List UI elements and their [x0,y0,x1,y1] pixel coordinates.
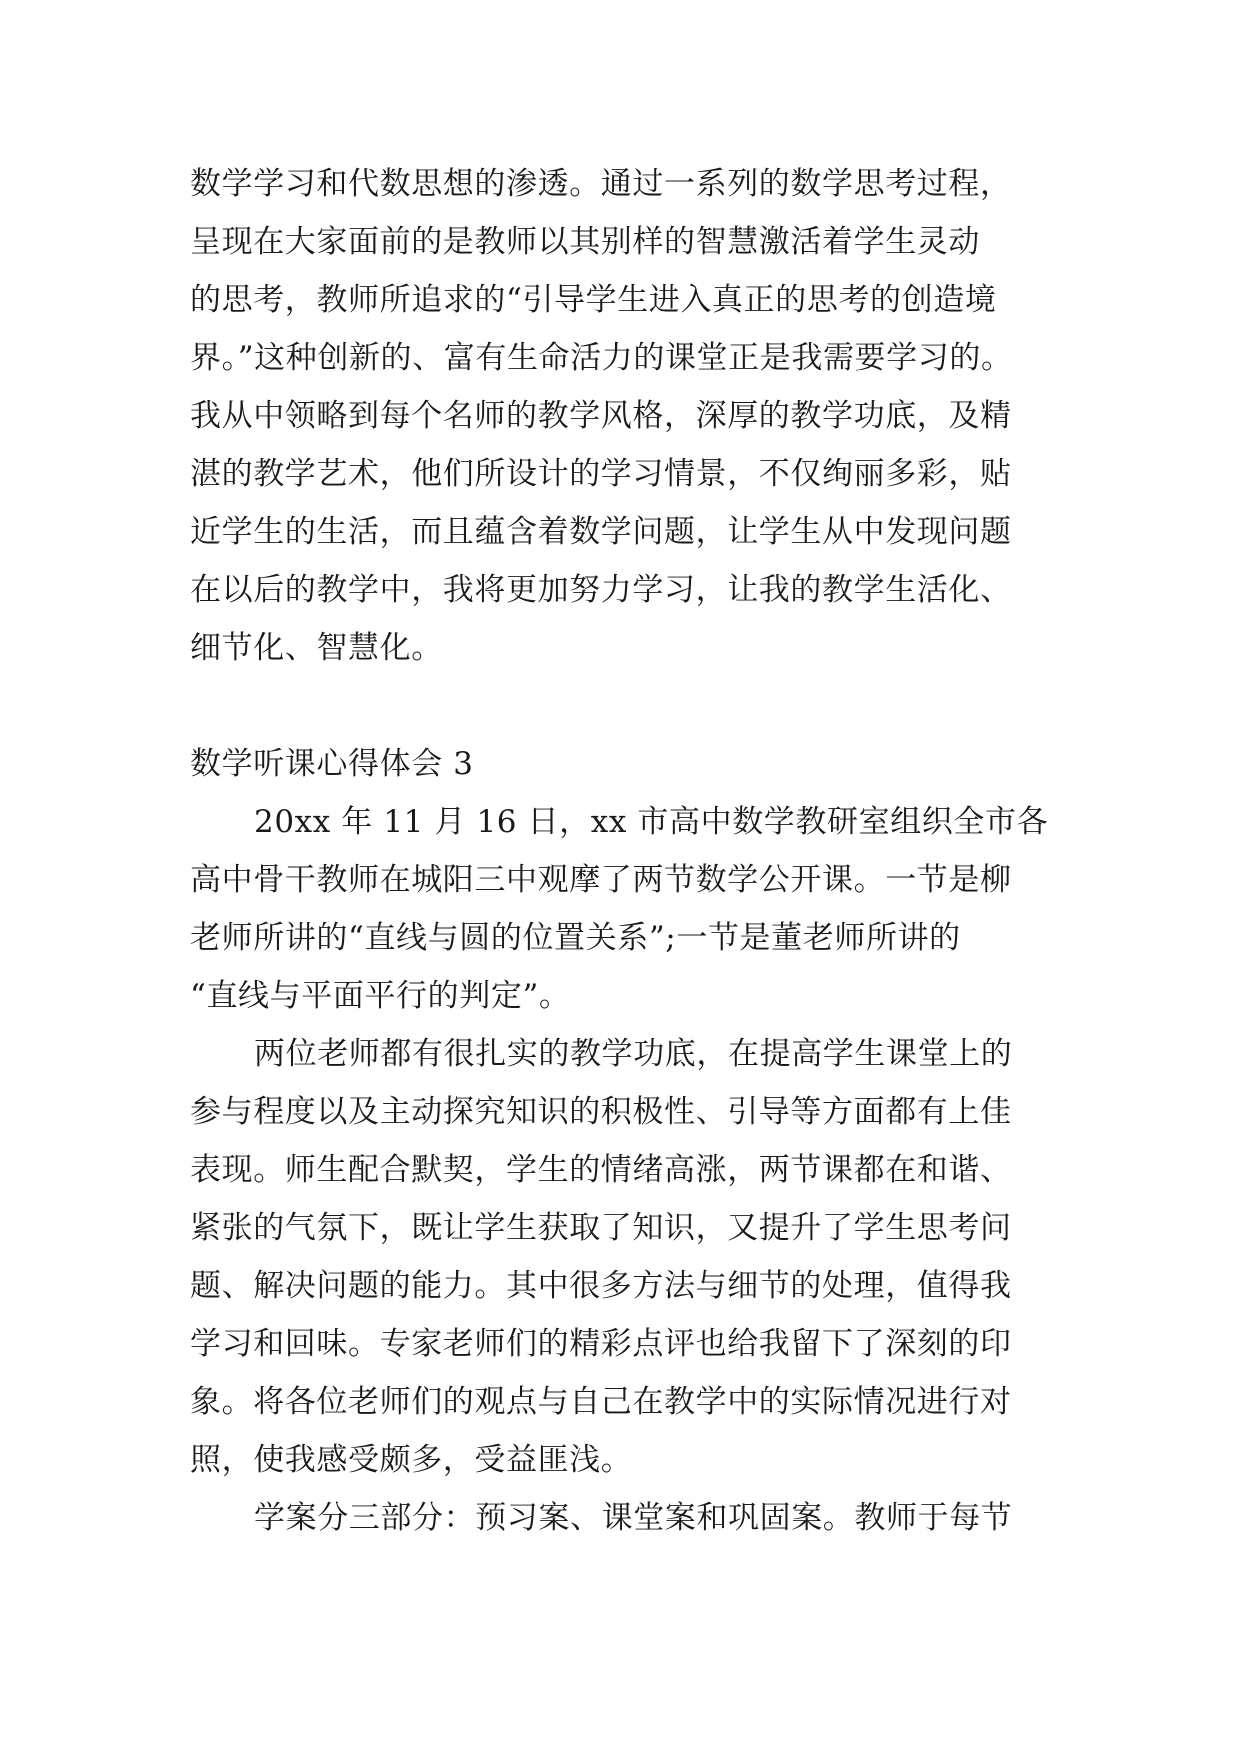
body-text-line: 在以后的教学中，我将更加努力学习，让我的教学生活化、 [190,572,1012,608]
body-text-line: 学案分三部分：预习案、课堂案和巩固案。教师于每节 [254,1500,1013,1536]
body-text-line: 题、解决问题的能力。其中很多方法与细节的处理，值得我 [190,1268,1012,1304]
body-text-line: 表现。师生配合默契，学生的情绪高涨，两节课都在和谐、 [190,1152,1012,1188]
body-text-line: 紧张的气氛下，既让学生获取了知识，又提升了学生思考问 [190,1210,1012,1246]
body-text-line: 的思考，教师所追求的“引导学生进入真正的思考的创造境 [190,282,997,318]
body-text-line: 老师所讲的“直线与圆的位置关系”;一节是董老师所讲的 [190,920,961,956]
body-text-line: 学习和回味。专家老师们的精彩点评也给我留下了深刻的印 [190,1326,1012,1362]
body-text-line: 两位老师都有很扎实的教学功底，在提高学生课堂上的 [254,1036,1013,1072]
body-text-line: 照，使我感受颇多，受益匪浅。 [190,1442,633,1478]
body-text-line: 界。”这种创新的、富有生命活力的课堂正是我需要学习的。 [190,340,1013,376]
body-text-line: 呈现在大家面前的是教师以其别样的智慧激活着学生灵动 [190,224,980,260]
section-heading: 数学听课心得体会 3 [190,746,474,782]
body-text-line: “直线与平面平行的判定”。 [190,978,571,1014]
body-text-line: 参与程度以及主动探究知识的积极性、引导等方面都有上佳 [190,1094,1012,1130]
body-text-line: 湛的教学艺术，他们所设计的学习情景，不仅绚丽多彩，贴 [190,456,1012,492]
body-text-line: 细节化、智慧化。 [190,630,443,666]
body-text-line: 高中骨干教师在城阳三中观摩了两节数学公开课。一节是柳 [190,862,1012,898]
body-text-line: 20xx 年 11 月 16 日，xx 市高中数学教研室组织全市各 [254,804,1049,840]
body-text-line: 象。将各位老师们的观点与自己在教学中的实际情况进行对 [190,1384,1012,1420]
body-text-line: 我从中领略到每个名师的教学风格，深厚的教学功底，及精 [190,398,1012,434]
body-text-line: 近学生的生活，而且蕴含着数学问题，让学生从中发现问题 [190,514,1012,550]
body-text-line: 数学学习和代数思想的渗透。通过一系列的数学思考过程， [190,166,1012,202]
